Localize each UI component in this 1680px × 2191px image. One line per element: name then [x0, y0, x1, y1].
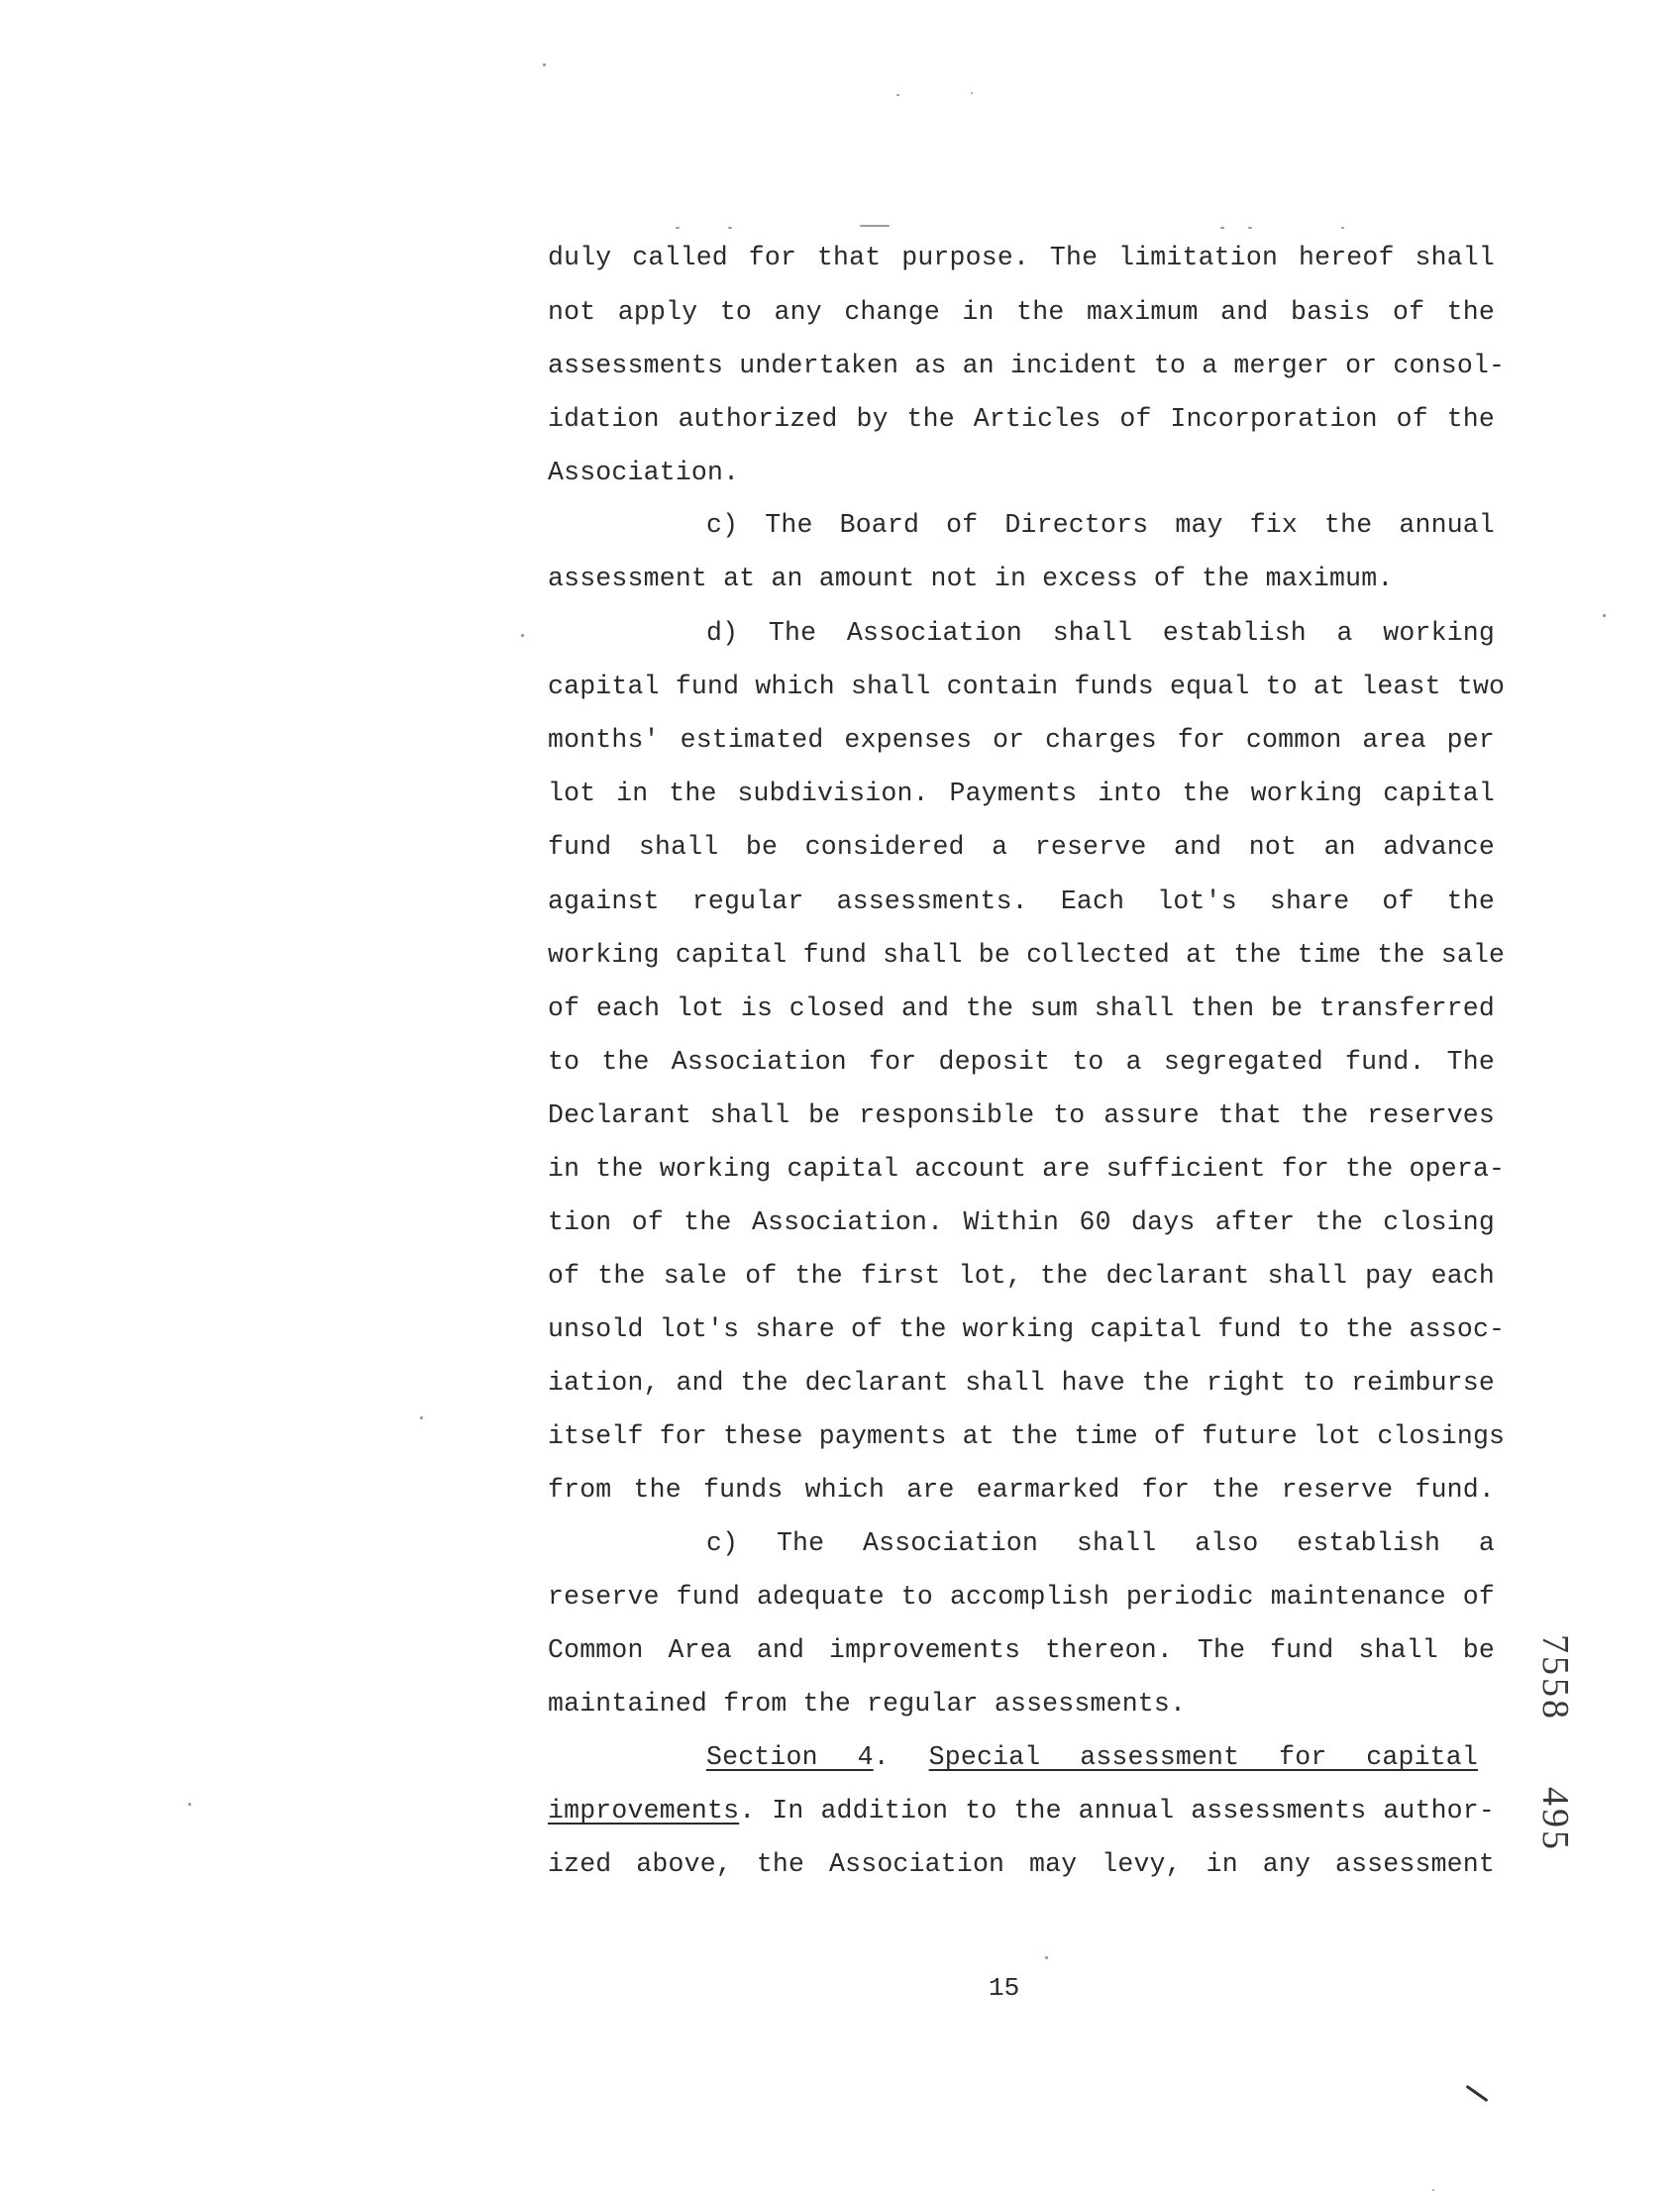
scan-speck: [1045, 1956, 1048, 1959]
text-line: to the Association for deposit to a segregated fund. The: [548, 1047, 1495, 1077]
section-4-label-group: [706, 1742, 890, 1772]
scan-speck: [1220, 227, 1224, 229]
text-line: c) The Board of Directors may fix the annual: [706, 510, 1495, 540]
text-line: Declarant shall be responsible to assure that the reserves: [548, 1100, 1495, 1130]
text-line: duly called for that purpose. The limitation hereof shall: [548, 243, 1495, 272]
text-line: Association.: [548, 458, 740, 487]
page-number: 15: [989, 1973, 1020, 2003]
scan-speck: [860, 225, 890, 227]
scan-speck: [1341, 227, 1344, 229]
text-line: d) The Association shall establish a working: [706, 618, 1495, 648]
text-line: in the working capital account are sufficient for the opera-: [548, 1154, 1506, 1184]
scan-speck: [188, 1803, 191, 1806]
text-line: working capital fund shall be collected at the time the sale: [548, 940, 1506, 970]
section-4-heading-line: [706, 1730, 1478, 1784]
scan-speck: [543, 63, 546, 66]
scan-speck: [728, 227, 732, 229]
scan-speck: [971, 92, 973, 94]
recording-stamp: [1525, 1634, 1585, 1892]
text-line: iation, and the declarant shall have the right to reimburse: [548, 1368, 1495, 1398]
text-line: of the sale of the first lot, the declarant shall pay each: [548, 1261, 1495, 1291]
text-line: from the funds which are earmarked for the reserve fund.: [548, 1475, 1495, 1505]
text-line: reserve fund adequate to accomplish periodic maintenance of: [548, 1582, 1495, 1612]
text-line: months' estimated expenses or charges for common area per: [548, 725, 1495, 755]
section-4-text-line1: In addition to the annual assessments author-: [772, 1796, 1495, 1826]
text-line: against regular assessments. Each lot's share of the: [548, 887, 1495, 916]
section-4-label: Section 4: [706, 1742, 874, 1772]
text-line: c) The Association shall also establish a: [706, 1528, 1495, 1558]
text-line: [548, 1784, 1495, 1837]
text-line: lot in the subdivision. Payments into the working capital: [548, 779, 1495, 808]
text-line: tion of the Association. Within 60 days after the closing: [548, 1207, 1495, 1237]
text-line: assessment at an amount not in excess of the maximum.: [548, 564, 1394, 593]
text-line: itself for these payments at the time of future lot closings: [548, 1421, 1506, 1451]
section-4-title-period: .: [739, 1796, 756, 1826]
text-line: of each lot is closed and the sum shall then be transferred: [548, 993, 1495, 1023]
section-4-title-part1: Special assessment for capital: [928, 1742, 1478, 1772]
scan-speck: [676, 227, 680, 229]
recording-book-number: 7558: [1534, 1634, 1576, 1722]
text-line: ized above, the Association may levy, in any assessment: [548, 1849, 1495, 1879]
text-line: maintained from the regular assessments.: [548, 1689, 1187, 1719]
section-4-title-part2: improvements: [548, 1796, 740, 1826]
text-line: capital fund which shall contain funds equal to at least two: [548, 672, 1506, 701]
text-line: not apply to any change in the maximum and basis of the: [548, 297, 1495, 327]
text-line: fund shall be considered a reserve and not an advance: [548, 832, 1495, 862]
scan-speck: [896, 94, 899, 96]
text-line: unsold lot's share of the working capital fund to the assoc-: [548, 1314, 1506, 1344]
text-line: Common Area and improvements thereon. The fund shall be: [548, 1635, 1495, 1665]
scan-speck: [521, 634, 524, 637]
text-line: assessments undertaken as an incident to a merger or consol-: [548, 351, 1506, 380]
pen-mark: [1465, 2085, 1488, 2102]
section-4-period: .: [873, 1742, 890, 1772]
scan-speck: [420, 1416, 423, 1419]
scan-speck: [1603, 614, 1606, 617]
text-line: idation authorized by the Articles of Incorporation of the: [548, 404, 1495, 434]
scan-speck: [1248, 227, 1252, 229]
recording-page-number: 495: [1534, 1787, 1576, 1852]
